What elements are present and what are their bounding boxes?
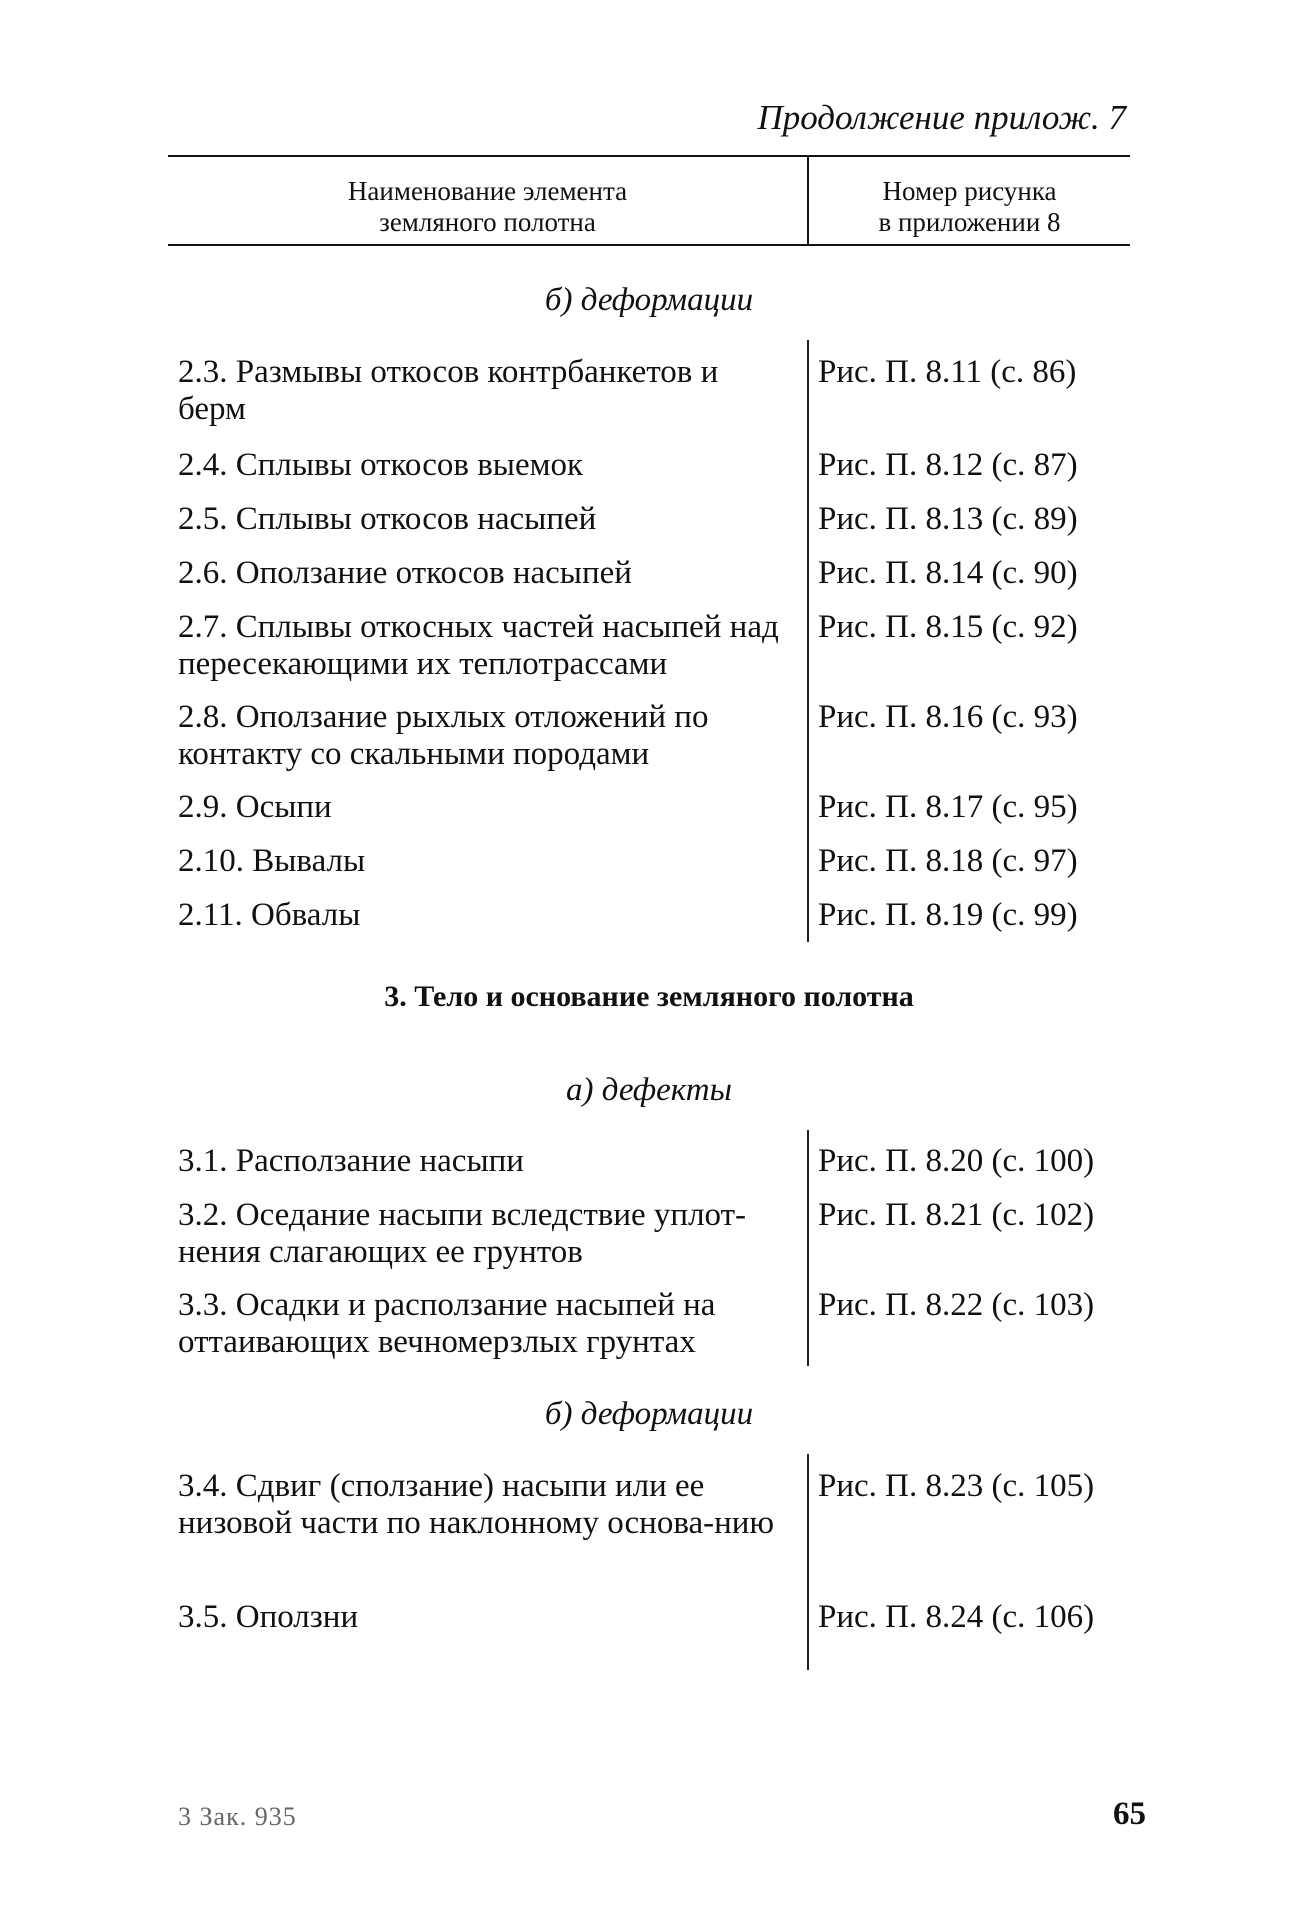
table-row-name: 3.1. Расползание насыпи [178,1143,524,1179]
table-row-name: 2.7. Сплывы откосных частей насыпей над пересекающими их теплотрассами [178,609,779,682]
table-row-figure: Рис. П. 8.12 (с. 87) [818,447,1078,483]
table-row-figure: Рис. П. 8.23 (с. 105) [818,1468,1095,1504]
column-divider-3b [807,1454,809,1670]
table-row-name: 2.8. Оползание рыхлых отложений по контакту со скальными породами [178,699,709,772]
table-header-top-rule [168,155,1130,157]
subsection-title-2b: б) деформации [544,282,754,318]
column-header-figure-number: Номер рисунка в приложении 8 [878,176,1061,237]
table-row-name: 3.4. Сдвиг (сползание) насыпи или ее низовой части по наклонному основа-нию [178,1468,775,1541]
table-row-figure: Рис. П. 8.19 (с. 99) [818,897,1078,933]
column-divider-3a [807,1130,809,1366]
section-title-3: 3. Тело и основание земляного полотна [384,980,914,1013]
table-row-name: 2.3. Размывы откосов контрбанкетов и берм [178,354,719,427]
table-row-figure: Рис. П. 8.16 (с. 93) [818,699,1078,735]
running-head: Продолжение прилож. 7 [757,98,1126,137]
table-row-figure: Рис. П. 8.20 (с. 100) [818,1143,1095,1179]
table-row-name: 3.2. Оседание насыпи вследствие уплот-нения слагающих ее грунтов [178,1197,747,1270]
table-row-figure: Рис. П. 8.17 (с. 95) [818,789,1078,825]
table-row-figure: Рис. П. 8.24 (с. 106) [818,1599,1095,1635]
table-row-name: 2.10. Вывалы [178,843,366,879]
table-row-figure: Рис. П. 8.22 (с. 103) [818,1287,1095,1323]
table-row-figure: Рис. П. 8.21 (с. 102) [818,1197,1095,1233]
table-row-figure: Рис. П. 8.11 (с. 86) [818,354,1077,390]
table-row-name: 2.9. Осыпи [178,789,332,825]
subsection-title-3b: б) деформации [544,1396,754,1432]
table-row-name: 2.4. Сплывы откосов выемок [178,447,584,483]
table-row-figure: Рис. П. 8.14 (с. 90) [818,555,1078,591]
table-row-name: 3.3. Осадки и расползание насыпей на оттаивающих вечномерзлых грунтах [178,1287,716,1360]
printer-footer-note: 3 Зак. 935 [178,1802,297,1831]
table-row-figure: Рис. П. 8.18 (с. 97) [818,843,1078,879]
subsection-title-3a: а) дефекты [566,1072,732,1108]
table-row-name: 2.6. Оползание откосов насыпей [178,555,632,591]
table-row-name: 3.5. Оползни [178,1599,359,1635]
column-divider-2b [807,340,809,942]
table-row-figure: Рис. П. 8.15 (с. 92) [818,609,1078,645]
page-number: 65 [1113,1796,1146,1832]
column-header-element-name: Наименование элемента земляного полотна [347,176,628,237]
table-row-figure: Рис. П. 8.13 (с. 89) [818,501,1078,537]
table-header-bottom-rule [168,244,1130,246]
table-row-name: 2.11. Обвалы [178,897,361,933]
table-row-name: 2.5. Сплывы откосов насыпей [178,501,597,537]
